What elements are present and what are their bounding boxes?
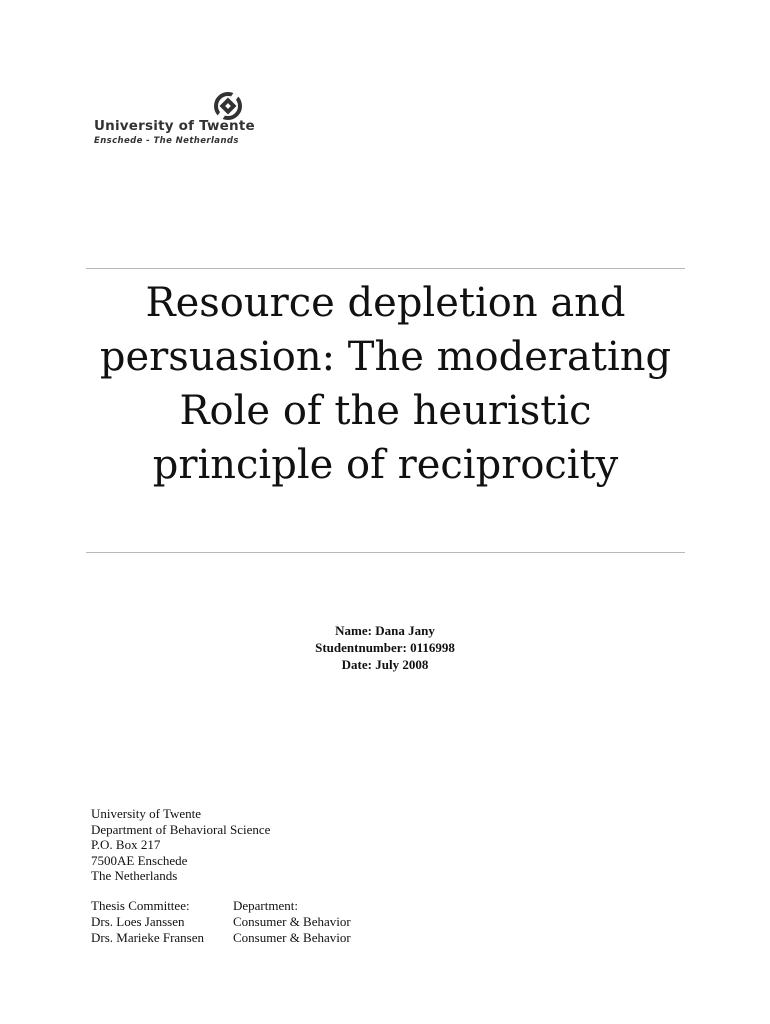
address-line: The Netherlands — [91, 868, 178, 883]
document-date: Date: July 2008 — [341, 657, 429, 672]
document-title: Resource depletion and persuasion: The moderating Role of the heuristic principle of reciprocity — [99, 280, 672, 488]
thesis-committee — [91, 898, 351, 946]
committee-member-row — [91, 914, 351, 930]
university-emblem-icon — [214, 92, 242, 120]
committee-header: Thesis Committee: — [91, 898, 190, 913]
student-number: Studentnumber: 0116998 — [315, 640, 455, 655]
university-logo — [94, 92, 254, 152]
author-block — [0, 622, 770, 673]
department-header: Department: — [233, 898, 298, 913]
logo-name: University of Twente — [94, 118, 255, 134]
author-name: Name: Dana Jany — [335, 623, 435, 638]
logo-subtitle: Enschede - The Netherlands — [94, 136, 239, 146]
university-address — [91, 806, 270, 884]
address-line: P.O. Box 217 — [91, 837, 161, 852]
title-bottom-rule — [86, 552, 685, 553]
address-line: Department of Behavioral Science — [91, 821, 271, 837]
committee-member-row — [91, 930, 351, 946]
member-name: Drs. Marieke Fransen — [91, 930, 204, 945]
address-line: University of Twente — [91, 806, 202, 821]
member-department: Consumer & Behavior — [233, 930, 351, 945]
member-name: Drs. Loes Janssen — [91, 914, 185, 929]
title-top-rule — [86, 268, 685, 269]
address-line: 7500AE Enschede — [91, 852, 188, 868]
member-department: Consumer & Behavior — [233, 914, 351, 929]
committee-header-row — [91, 898, 351, 914]
